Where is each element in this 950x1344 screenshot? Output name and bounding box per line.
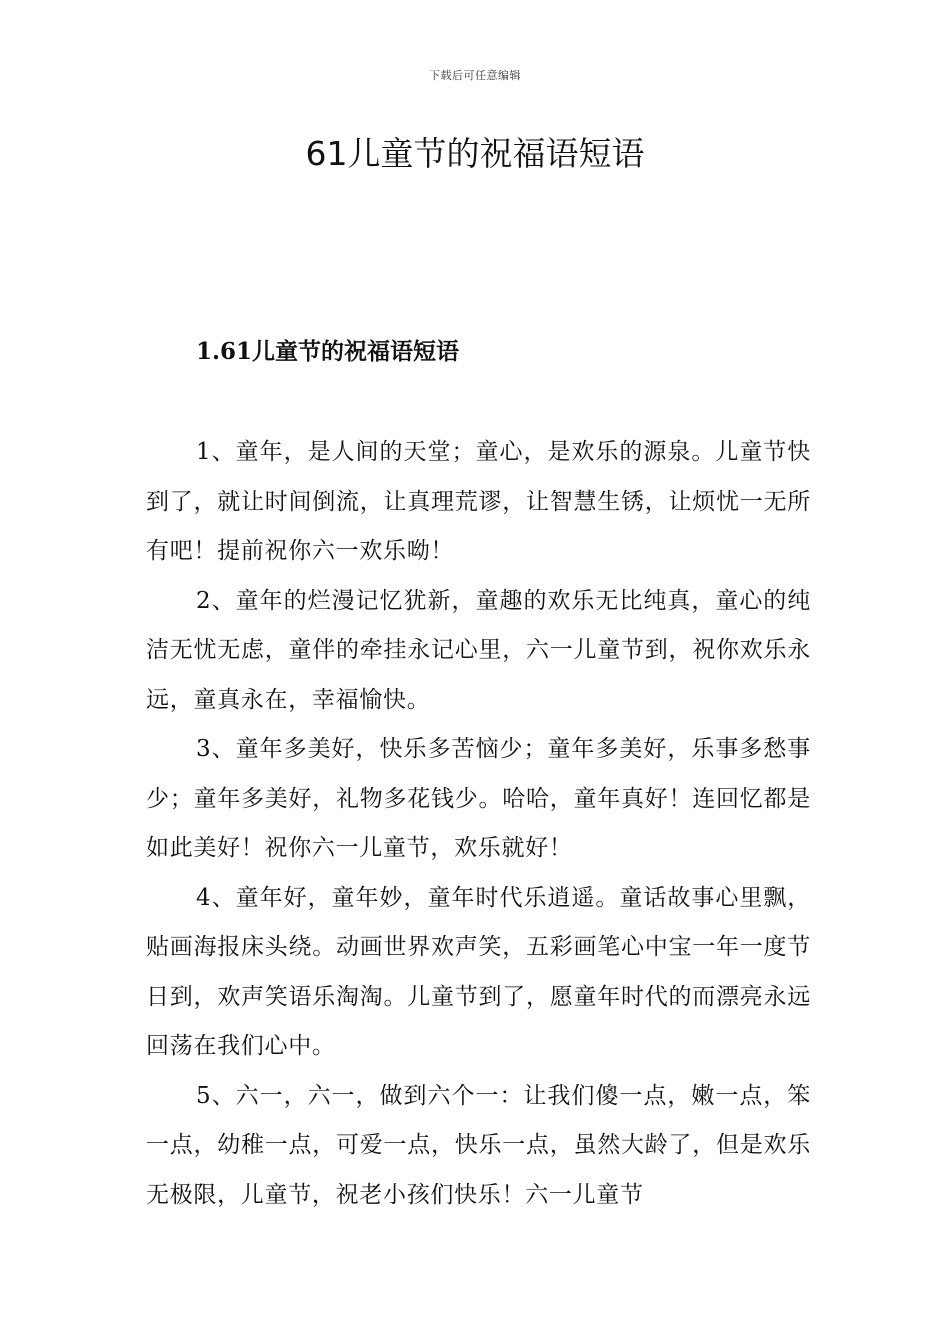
- paragraph-4: 4、童年好，童年妙，童年时代乐逍遥。童话故事心里飘，贴画海报床头绕。动画世界欢声笑，五彩画笔心中宝一年一度节日到，欢声笑语乐淘淘。儿童节到了，愿童年时代的而漂亮永远回荡在我们心中。: [146, 884, 811, 1059]
- paragraph-1: 1、童年，是人间的天堂；童心，是欢乐的源泉。儿童节快到了，就让时间倒流，让真理荒谬，让智慧生锈，让烦忧一无所有吧！提前祝你六一欢乐呦！: [146, 439, 811, 564]
- document-title: 61儿童节的祝福语短语: [305, 134, 645, 173]
- section-heading: 1.61儿童节的祝福语短语: [196, 338, 460, 365]
- paragraph-5: 5、六一，六一，做到六个一：让我们傻一点，嫩一点，笨一点，幼稚一点，可爱一点，快乐一点，虽然大龄了，但是欢乐无极限，儿童节，祝老小孩们快乐！六一儿童节: [146, 1082, 811, 1208]
- paragraph-3: 3、童年多美好，快乐多苦恼少；童年多美好，乐事多愁事少；童年多美好，礼物多花钱少。哈哈，童年真好！连回忆都是如此美好！祝你六一儿童节，欢乐就好！: [146, 736, 811, 861]
- header-note: 下载后可任意编辑: [429, 69, 521, 82]
- paragraph-2: 2、童年的烂漫记忆犹新，童趣的欢乐无比纯真，童心的纯洁无忧无虑，童伴的牵挂永记心里，六一儿童节到，祝你欢乐永远，童真永在，幸福愉快。: [146, 587, 811, 713]
- document-body: [146, 428, 811, 1220]
